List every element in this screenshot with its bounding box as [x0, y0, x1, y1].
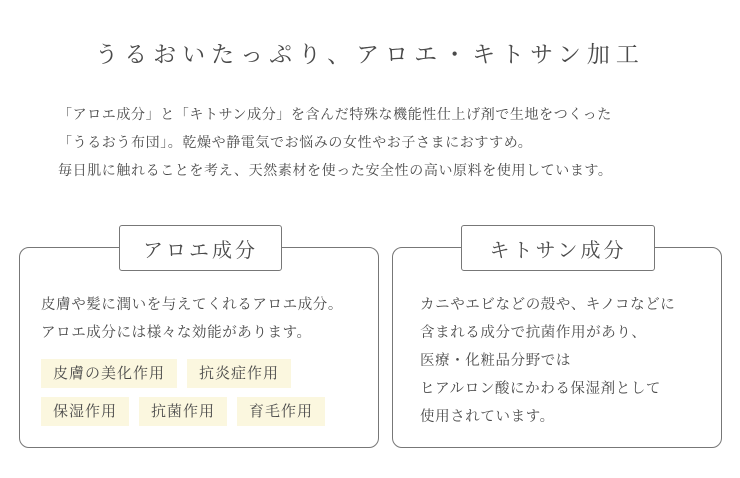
intro-line: 「うるおう布団」。乾燥や静電気でお悩みの女性やお子さまにおすすめ。 — [58, 135, 533, 151]
chitosan-text-line: カニやエビなどの殻や、キノコなどに — [420, 297, 676, 313]
tag-row — [41, 397, 371, 426]
effect-tag: 育毛作用 — [237, 397, 325, 426]
effect-tag: 保湿作用 — [41, 397, 129, 426]
chitosan-text-line: 使用されています。 — [420, 409, 555, 425]
aloe-card-title: アロエ成分 — [119, 225, 282, 271]
effect-tag: 皮膚の美化作用 — [41, 359, 177, 388]
aloe-effect-tags — [41, 359, 371, 435]
chitosan-text-line: 含まれる成分で抗菌作用があり、 — [420, 325, 647, 341]
chitosan-description — [420, 291, 675, 431]
intro-text — [58, 101, 718, 185]
page-title: うるおいたっぷり、アロエ・キトサン加工 — [95, 42, 645, 68]
tag-row — [41, 359, 371, 388]
aloe-card — [19, 237, 379, 448]
chitosan-card-title: キトサン成分 — [461, 225, 655, 271]
effect-tag: 抗炎症作用 — [187, 359, 291, 388]
intro-line: 毎日肌に触れることを考え、天然素材を使った安全性の高い原料を使用しています。 — [58, 163, 613, 179]
effect-tag: 抗菌作用 — [139, 397, 227, 426]
aloe-text-line: アロエ成分には様々な効能があります。 — [41, 325, 312, 341]
aloe-description — [41, 291, 343, 347]
aloe-text-line: 皮膚や髪に潤いを与えてくれるアロエ成分。 — [41, 297, 343, 313]
chitosan-text-line: ヒアルロン酸にかわる保湿剤として — [420, 381, 662, 397]
chitosan-text-line: 医療・化粧品分野では — [420, 353, 571, 369]
intro-line: 「アロエ成分」と「キトサン成分」を含んだ特殊な機能性仕上げ剤で生地をつくった — [58, 107, 612, 123]
chitosan-card — [392, 237, 722, 448]
